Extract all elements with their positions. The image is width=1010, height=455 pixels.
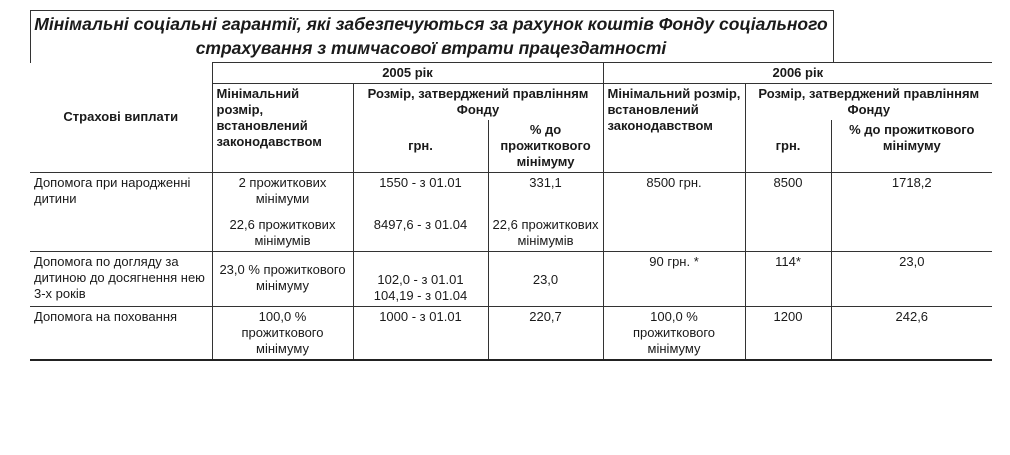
social-guarantees-table <box>30 62 992 361</box>
header-approved-size-2006: Розмір, затверджений правлінням Фонду <box>745 84 992 121</box>
cell-grn-2005 <box>353 252 488 307</box>
table-row <box>30 307 992 361</box>
cell-grn-2005-a: 102,0 - з 01.01 <box>377 272 464 287</box>
header-approved-size-2005: Розмір, затверджений правлінням Фонду <box>353 84 603 121</box>
cell-pct-2005: 22,6 прожиткових мінімумів <box>488 215 603 252</box>
cell-grn-2006: 1200 <box>745 307 831 361</box>
header-min-size-2006: Мінімальний розмір, встановлений законодавством <box>603 84 745 173</box>
cell-min-2006: 90 грн. * <box>603 252 745 307</box>
cell-pct-2006: 1718,2 <box>831 173 992 252</box>
cell-grn-2006: 8500 <box>745 173 831 252</box>
header-year-2005: 2005 рік <box>212 63 603 84</box>
row-label-childcare: Допомога по догляду за дитиною до досягнення нею 3-х років <box>30 252 212 307</box>
cell-min-2005: 100,0 % прожиткового мінімуму <box>212 307 353 361</box>
cell-min-2005: 22,6 прожиткових мінімумів <box>212 215 353 252</box>
cell-pct-2006: 23,0 <box>831 252 992 307</box>
row-label-funeral: Допомога на поховання <box>30 307 212 361</box>
cell-min-2005: 23,0 % прожиткового мінімуму <box>212 252 353 307</box>
cell-grn-2005-b: 104,19 - з 01.04 <box>373 288 468 303</box>
cell-pct-2005: 220,7 <box>488 307 603 361</box>
cell-grn-2006: 114* <box>745 252 831 307</box>
table-row <box>30 173 992 216</box>
header-pct-2005: % до прожиткового мінімуму <box>488 120 603 173</box>
cell-grn-2005: 1000 - з 01.01 <box>353 307 488 361</box>
cell-grn-2005: 8497,6 - з 01.04 <box>353 215 488 252</box>
cell-min-2005: 2 прожиткових мінімуми <box>212 173 353 216</box>
cell-pct-2005: 331,1 <box>488 173 603 216</box>
table-title: Мінімальні соціальні гарантії, які забезпечуються за рахунок коштів Фонду соціального страхування з тимчасової втрати працездатності <box>34 14 828 58</box>
header-pct-2006: % до прожиткового мінімуму <box>831 120 992 173</box>
header-uah-2006: грн. <box>745 120 831 173</box>
header-uah-2005: грн. <box>353 120 488 173</box>
cell-pct-2005: 23,0 <box>488 252 603 307</box>
cell-min-2006: 8500 грн. <box>603 173 745 252</box>
header-min-size-2005: Мінімальний розмір, встановлений законодавством <box>212 84 353 173</box>
header-payments: Страхові виплати <box>30 63 212 173</box>
header-year-2006: 2006 рік <box>603 63 992 84</box>
row-label-birth: Допомога при народженні дитини <box>30 173 212 252</box>
cell-pct-2006: 242,6 <box>831 307 992 361</box>
cell-min-2006: 100,0 % прожиткового мінімуму <box>603 307 745 361</box>
table-row <box>30 252 992 307</box>
cell-grn-2005: 1550 - з 01.01 <box>353 173 488 216</box>
